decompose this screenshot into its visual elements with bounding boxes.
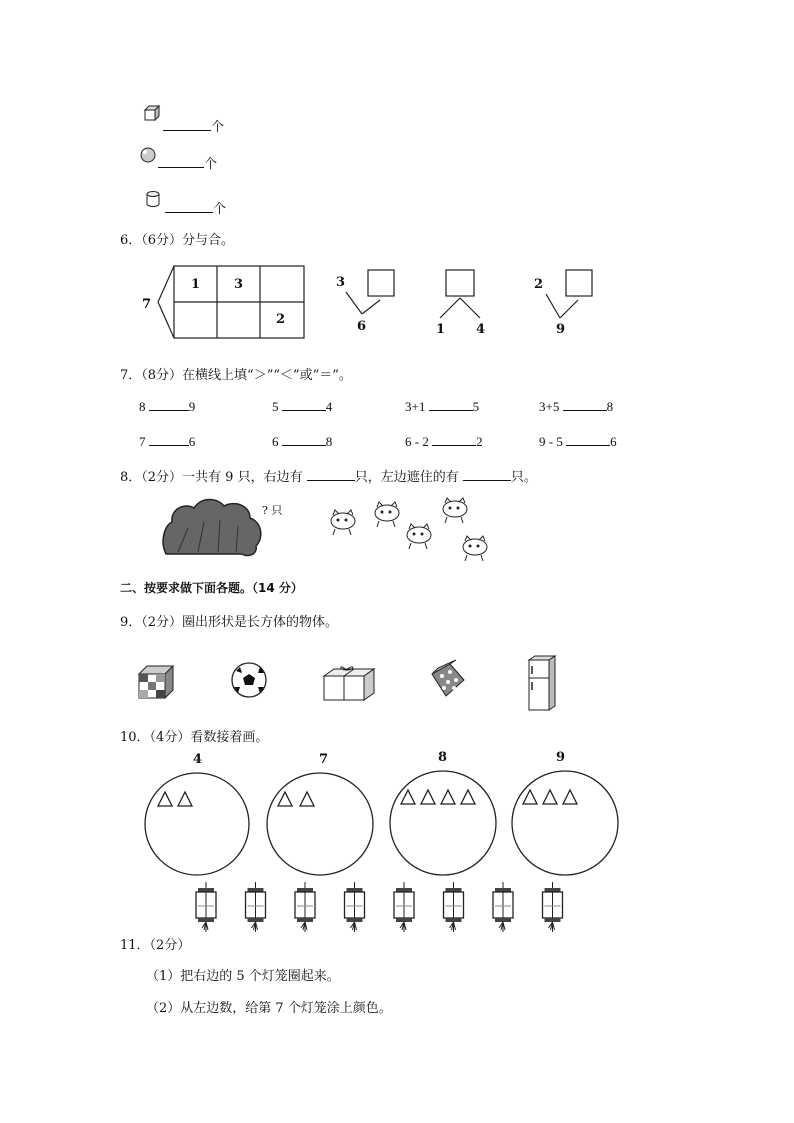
triangle-icon xyxy=(158,792,172,806)
lantern-icon[interactable] xyxy=(345,882,365,932)
triangle-icon xyxy=(421,790,435,804)
boat-total: 7 xyxy=(142,297,152,312)
triangle-icon xyxy=(178,792,192,806)
grid-cell: 1 xyxy=(191,277,201,292)
triangle-icon xyxy=(461,790,475,804)
compare-item: 5 4 xyxy=(272,399,333,414)
q11-item-1: （1）把右边的 5 个灯笼圈起来。 xyxy=(146,969,340,984)
count-item-cube xyxy=(143,104,161,126)
cat-icon xyxy=(407,524,431,549)
answer-blank[interactable] xyxy=(307,468,355,481)
split-diagram-1 xyxy=(340,268,400,342)
answer-blank[interactable] xyxy=(165,200,213,213)
answer-blank[interactable] xyxy=(463,468,511,481)
compare-item: 6 - 2 2 xyxy=(405,434,483,449)
lantern-icon[interactable] xyxy=(394,882,414,932)
split-total: 6 xyxy=(357,319,367,334)
compare-item: 6 8 xyxy=(272,434,333,449)
soccer-ball-object[interactable] xyxy=(230,661,270,705)
answer-blank[interactable] xyxy=(163,118,211,131)
rubik-cube-object[interactable] xyxy=(137,664,177,704)
oval-number: 7 xyxy=(319,752,329,767)
compare-item: 8 9 xyxy=(139,399,196,414)
split-total: 9 xyxy=(556,322,566,337)
bush-label: ? 只 xyxy=(262,504,283,517)
lantern-icon[interactable] xyxy=(493,882,513,932)
dice-object[interactable] xyxy=(428,660,468,704)
oval-number: 9 xyxy=(556,750,566,765)
triangle-icon xyxy=(563,790,577,804)
lantern-icon[interactable] xyxy=(543,882,563,932)
lantern-icon[interactable] xyxy=(246,882,266,932)
q7-title: 7．（8分）在横线上填“＞”“＜”或“＝”。 xyxy=(120,368,352,383)
triangle-icon xyxy=(278,792,292,806)
section-title: 二、按要求做下面各题。（14 分） xyxy=(120,581,303,595)
oval-number: 4 xyxy=(193,752,203,767)
q11-title: 11．（2分） xyxy=(120,938,191,953)
triangle-icon xyxy=(543,790,557,804)
split-right: 4 xyxy=(476,322,486,337)
unit-label: 个 xyxy=(213,202,227,217)
compare-item: 7 6 xyxy=(139,434,196,449)
q9-title: 9．（2分）圈出形状是长方体的物体。 xyxy=(120,615,339,630)
count-item-cylinder xyxy=(146,190,162,212)
split-left: 2 xyxy=(534,277,544,292)
triangle-icon xyxy=(401,790,415,804)
cylinder-icon xyxy=(146,190,162,208)
compare-item: 3+5 8 xyxy=(539,399,614,414)
count-item-ball xyxy=(139,146,157,168)
cat-icon xyxy=(463,536,487,561)
cat-icon xyxy=(443,498,467,523)
compare-item: 9 - 5 6 xyxy=(539,434,617,449)
compare-item: 3+1 5 xyxy=(405,399,480,414)
cats-group xyxy=(325,495,505,574)
oval-7[interactable] xyxy=(264,770,376,884)
ball-icon xyxy=(139,146,157,164)
refrigerator-object[interactable] xyxy=(527,654,559,716)
grid-cell: 3 xyxy=(234,277,244,292)
unit-label: 个 xyxy=(211,120,225,135)
lantern-icon[interactable] xyxy=(444,882,464,932)
triangle-icon xyxy=(300,792,314,806)
lantern-row xyxy=(190,882,570,946)
cat-icon xyxy=(331,510,355,535)
q10-title: 10．（4分）看数接着画。 xyxy=(120,730,269,745)
q8-question: 8．（2分）一共有 9 只，右边有 只，左边遮住的有 只。 xyxy=(120,470,537,485)
cube-icon xyxy=(143,104,161,122)
q6-title: 6．（6分）分与合。 xyxy=(120,233,235,248)
oval-8[interactable] xyxy=(387,768,499,884)
q6-boat-diagram xyxy=(140,262,310,346)
split-diagram-3 xyxy=(538,268,598,342)
bush-image xyxy=(158,492,268,566)
triangle-icon xyxy=(441,790,455,804)
cat-icon xyxy=(375,502,399,527)
lantern-icon[interactable] xyxy=(295,882,315,932)
split-left: 1 xyxy=(436,322,446,337)
triangle-icon xyxy=(523,790,537,804)
unit-label: 个 xyxy=(204,157,218,172)
oval-9[interactable] xyxy=(509,768,621,884)
answer-blank[interactable] xyxy=(158,155,204,168)
q11-item-2: （2）从左边数，给第 7 个灯笼涂上颜色。 xyxy=(146,1001,392,1016)
lantern-icon[interactable] xyxy=(196,882,216,932)
split-left: 3 xyxy=(336,275,346,290)
grid-cell: 2 xyxy=(276,312,286,327)
oval-number: 8 xyxy=(438,750,448,765)
oval-4[interactable] xyxy=(143,770,253,884)
gift-box-object[interactable] xyxy=(322,666,376,706)
